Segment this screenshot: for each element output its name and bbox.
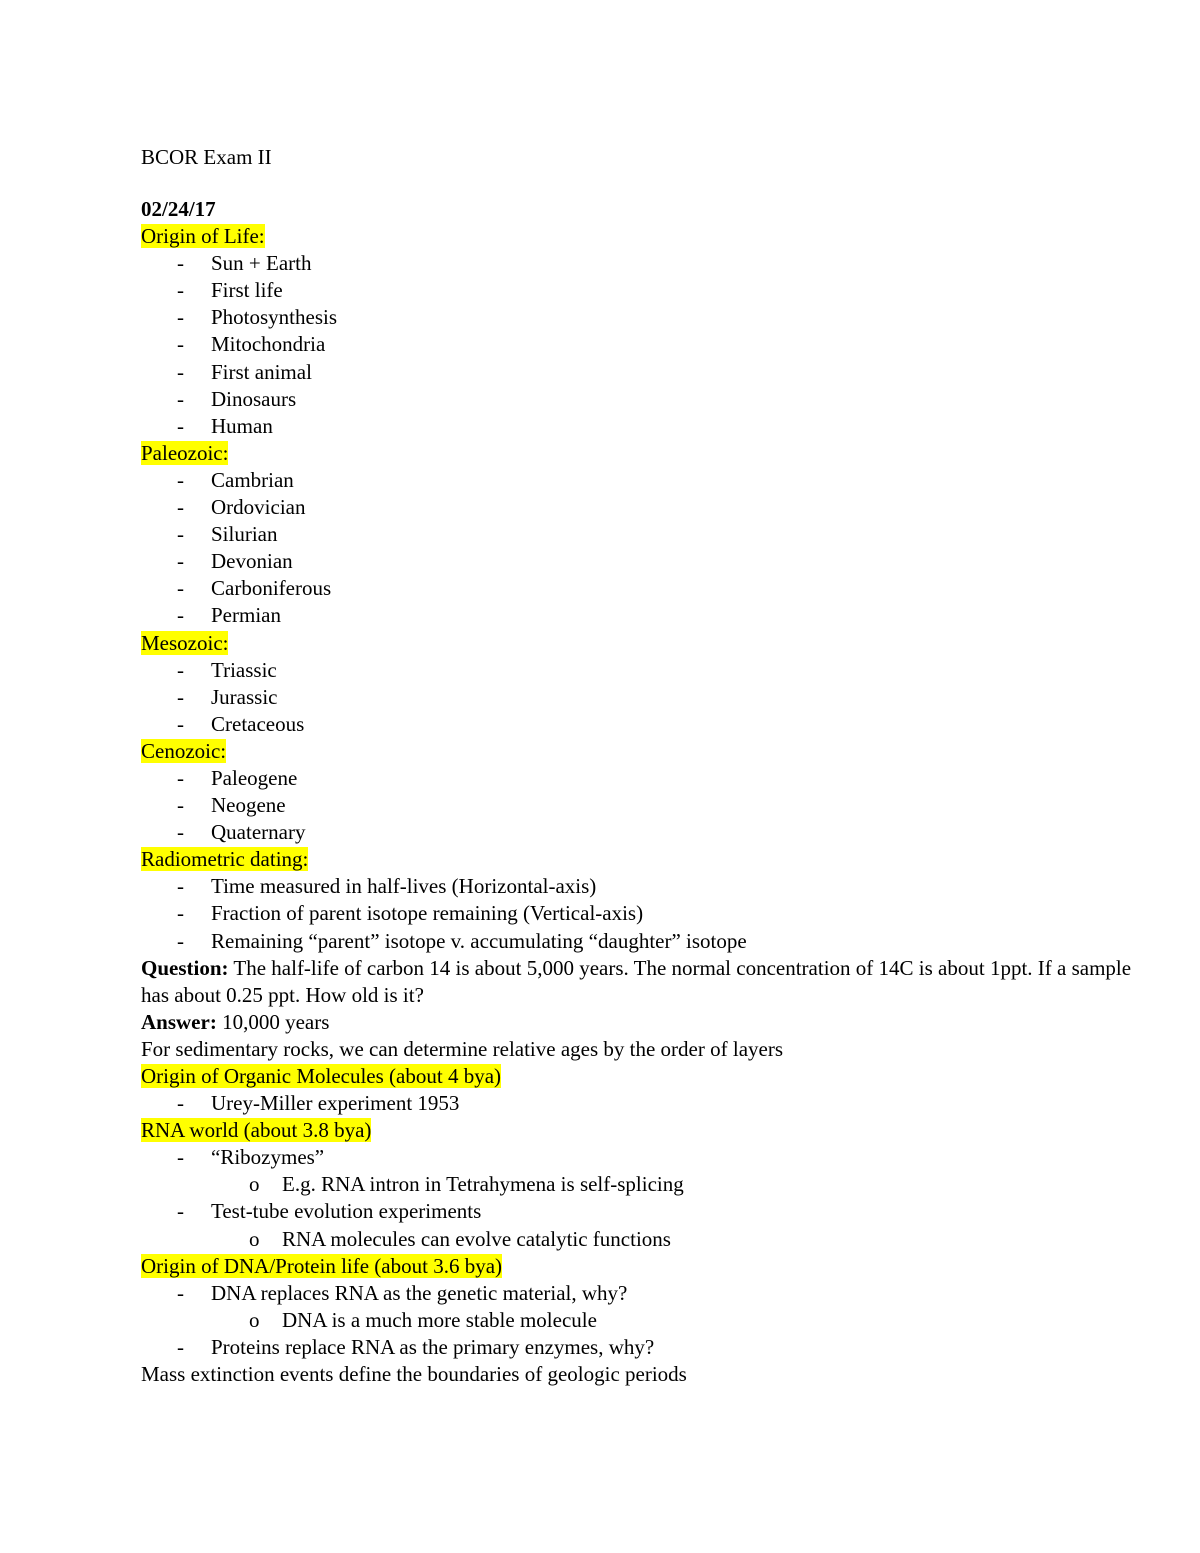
dash-bullet: - [177,576,184,601]
date-heading: 02/24/17 [141,197,216,221]
list-item: - Cambrian [141,467,1141,494]
dash-bullet: - [177,1199,184,1224]
list-item: - Urey-Miller experiment 1953 [141,1090,1141,1117]
answer-text: 10,000 years [216,1009,330,1034]
list-item: - Time measured in half-lives (Horizontal-axis) [141,873,1141,900]
section-heading-mesozoic: Mesozoic: [141,630,229,655]
list-item: - Sun + Earth [141,250,1141,277]
dash-bullet: - [177,1280,184,1305]
list-item: - Test-tube evolution experiments [141,1198,1141,1225]
list-item: - Proteins replace RNA as the primary enzymes, why? [141,1334,1141,1361]
list-item: - First life [141,277,1141,304]
list-item: - Devonian [141,548,1141,575]
list-item: - DNA replaces RNA as the genetic material, why? [141,1280,1141,1307]
section-heading-rna-world: RNA world (about 3.8 bya) [141,1118,372,1143]
section-heading-organic-molecules: Origin of Organic Molecules (about 4 bya) [141,1064,502,1088]
list-item: - Neogene [141,792,1141,819]
sub-list-item: o RNA molecules can evolve catalytic functions [141,1226,1141,1253]
section-heading-cenozoic: Cenozoic: [141,738,227,763]
circle-bullet: o [249,1226,260,1251]
list-item: - Carboniferous [141,575,1141,602]
section-heading-radiometric-dating: Radiometric dating: [141,847,309,872]
question-label: Question: [141,955,229,980]
dash-bullet: - [177,522,184,547]
list-item: - Quaternary [141,819,1141,846]
dash-bullet: - [177,1145,184,1170]
list-item: - Remaining “parent” isotope v. accumulating “daughter” isotope [141,928,1141,955]
list-item: - Silurian [141,521,1141,548]
sub-list-item: o DNA is a much more stable molecule [141,1307,1141,1334]
section-heading-origin-of-life: Origin of Life: [141,224,265,249]
dash-bullet: - [177,495,184,520]
dash-bullet: - [177,657,184,682]
sedimentary-paragraph: For sedimentary rocks, we can determine relative ages by the order of layers [141,1036,783,1061]
dash-bullet: - [177,413,184,438]
dash-bullet: - [177,901,184,926]
list-item: - Fraction of parent isotope remaining (Vertical-axis) [141,900,1141,927]
dash-bullet: - [177,1091,184,1116]
dash-bullet: - [177,928,184,953]
section-heading-paleozoic: Paleozoic: [141,440,229,465]
dash-bullet: - [177,332,184,357]
dash-bullet: - [177,467,184,492]
section-heading-dna-protein-life: Origin of DNA/Protein life (about 3.6 bya) [141,1253,503,1278]
document-content [141,196,1141,1388]
list-item: - Permian [141,602,1141,629]
dash-bullet: - [177,765,184,790]
list-item: - “Ribozymes” [141,1144,1141,1171]
question-paragraph [141,955,1141,1009]
dash-bullet: - [177,1334,184,1359]
list-item: - Paleogene [141,765,1141,792]
question-text: The half-life of carbon 14 is about 5,000 years. The normal concentration of 14C is about 1ppt. If a sample has about 0.25 ppt. How old is it? [141,955,1132,1007]
dash-bullet: - [177,711,184,736]
dash-bullet: - [177,793,184,818]
document-title: BCOR Exam II [141,145,272,169]
circle-bullet: o [249,1307,260,1332]
dash-bullet: - [177,359,184,384]
dash-bullet: - [177,278,184,303]
list-item: - Triassic [141,657,1141,684]
sub-list-item: o E.g. RNA intron in Tetrahymena is self-splicing [141,1171,1141,1198]
list-item: - Photosynthesis [141,304,1141,331]
list-item: - First animal [141,359,1141,386]
list-item: - Cretaceous [141,711,1141,738]
list-item: - Jurassic [141,684,1141,711]
list-item: - Dinosaurs [141,386,1141,413]
dash-bullet: - [177,386,184,411]
list-item: - Mitochondria [141,331,1141,358]
answer-label: Answer: [141,1009,217,1034]
dash-bullet: - [177,251,184,276]
dash-bullet: - [177,603,184,628]
dash-bullet: - [177,820,184,845]
dash-bullet: - [177,305,184,330]
circle-bullet: o [249,1172,260,1197]
answer-paragraph [141,1009,1141,1036]
dash-bullet: - [177,684,184,709]
list-item: - Human [141,413,1141,440]
dash-bullet: - [177,549,184,574]
list-item: - Ordovician [141,494,1141,521]
dash-bullet: - [177,874,184,899]
mass-extinction-paragraph: Mass extinction events define the boundaries of geologic periods [141,1362,687,1387]
